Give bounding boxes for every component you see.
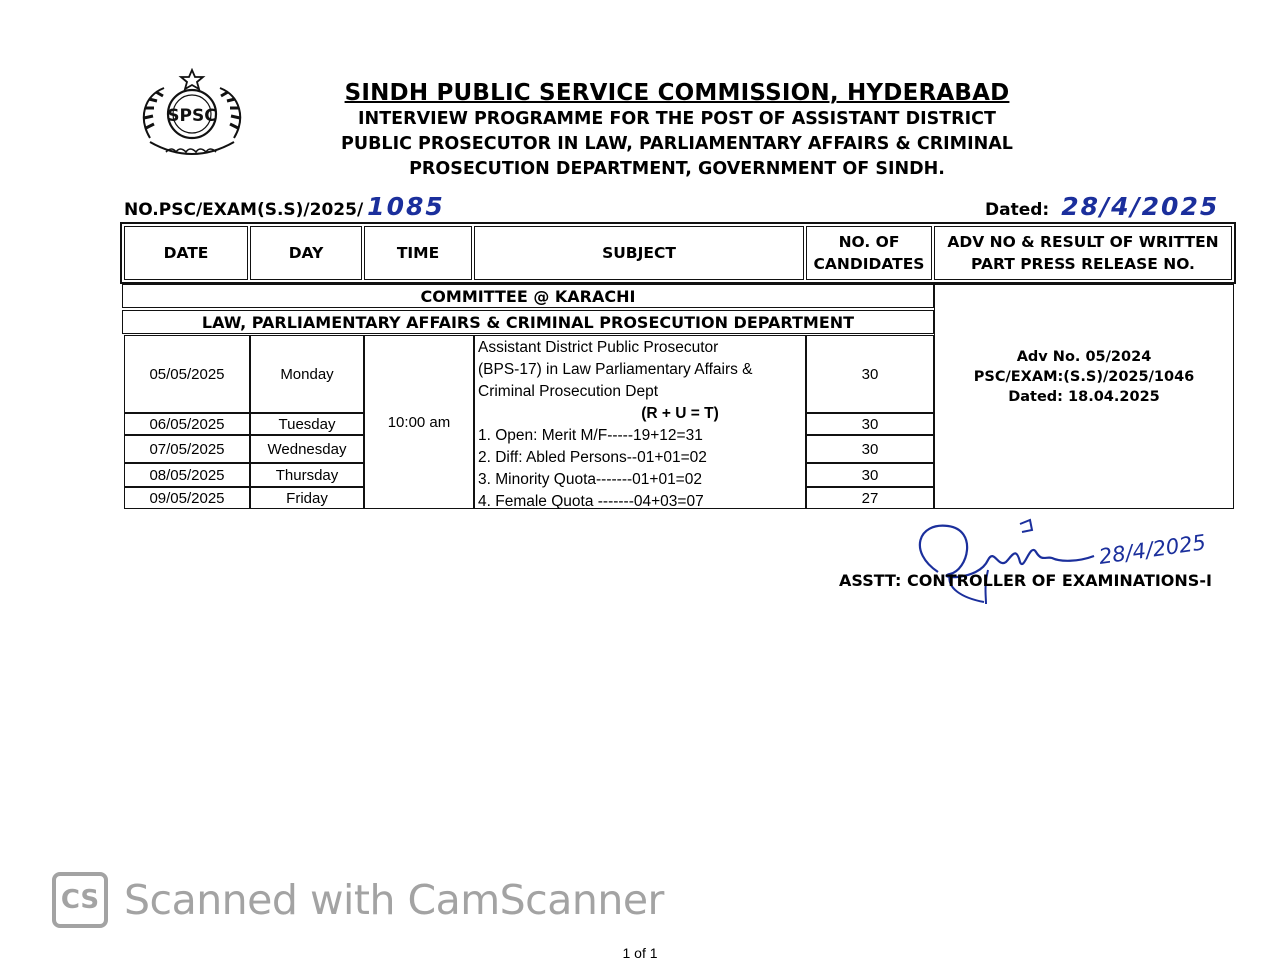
row-4-day: Thursday [250, 463, 364, 487]
header-time: TIME [364, 226, 472, 280]
committee-row: COMMITTEE @ KARACHI [122, 284, 934, 308]
row-1-candidates: 30 [806, 335, 934, 413]
row-2-day: Tuesday [250, 413, 364, 435]
header-candidates-line1: NO. OF [838, 233, 900, 251]
camscanner-logo: CS [52, 872, 108, 928]
header-adv [934, 226, 1232, 280]
header-candidates [806, 226, 932, 280]
row-3-day: Wednesday [250, 435, 364, 463]
header-subject: SUBJECT [474, 226, 804, 280]
camscanner-watermark [52, 870, 664, 930]
subject-line-1: Assistant District Public Prosecutor [478, 339, 719, 356]
reference-label: NO.PSC/EXAM(S.S)/2025/ [124, 200, 364, 220]
subject-line-3: Criminal Prosecution Dept [478, 383, 659, 400]
subject-quota-diff-abled: 2. Diff: Abled Persons--01+01=02 [478, 449, 707, 466]
page-number: 1 of 1 [622, 945, 658, 961]
time-cell: 10:00 am [364, 335, 474, 509]
row-2-date: 06/05/2025 [124, 413, 250, 435]
row-3-candidates: 30 [806, 435, 934, 463]
header-candidates-line2: CANDIDATES [813, 255, 925, 273]
header-day: DAY [250, 226, 362, 280]
subject-quota-minority: 3. Minority Quota-------01+01=02 [478, 471, 702, 488]
adv-number: Adv No. 05/2024 [1016, 348, 1152, 365]
adv-cell [934, 284, 1234, 509]
subject-line-2: (BPS-17) in Law Parliamentary Affairs & [478, 361, 753, 378]
row-2-candidates: 30 [806, 413, 934, 435]
subject-cell [474, 335, 806, 509]
subtitle-line-2: PUBLIC PROSECUTOR IN LAW, PARLIAMENTARY AFFAIRS & CRIMINAL [341, 134, 1013, 154]
svg-text:SPSC: SPSC [167, 106, 217, 126]
row-3-date: 07/05/2025 [124, 435, 250, 463]
row-5-day: Friday [250, 487, 364, 509]
adv-press-release: PSC/EXAM:(S.S)/2025/1046 [973, 368, 1195, 385]
spsc-logo [136, 68, 248, 168]
dated-handwritten: 28/4/2025 [1061, 192, 1220, 221]
header-adv-line1: ADV NO & RESULT OF WRITTEN [947, 233, 1219, 251]
dated-label: Dated: [985, 200, 1050, 220]
subtitle-line-3: PROSECUTION DEPARTMENT, GOVERNMENT OF SINDH. [409, 159, 945, 179]
signature-handwritten-date: 28/4/2025 [1097, 530, 1208, 569]
row-5-date: 09/05/2025 [124, 487, 250, 509]
header-date: DATE [124, 226, 248, 280]
signature [838, 512, 1258, 612]
subtitle-line-1: INTERVIEW PROGRAMME FOR THE POST OF ASSISTANT DISTRICT [358, 109, 996, 129]
row-1-day: Monday [250, 335, 364, 413]
row-4-date: 08/05/2025 [124, 463, 250, 487]
document-date [985, 192, 1219, 221]
reference-handwritten: 1085 [367, 192, 445, 221]
adv-date: Dated: 18.04.2025 [1008, 388, 1160, 405]
subject-quota-female: 4. Female Quota -------04+03=07 [478, 493, 704, 510]
subject-quota-open: 1. Open: Merit M/F-----19+12=31 [478, 427, 703, 444]
signatory-title: ASSTT: CONTROLLER OF EXAMINATIONS-I [839, 571, 1212, 590]
reference-number [124, 192, 445, 221]
schedule-table [120, 222, 1236, 510]
org-title: SINDH PUBLIC SERVICE COMMISSION, HYDERABAD [344, 80, 1010, 106]
camscanner-text: Scanned with CamScanner [124, 876, 664, 924]
row-5-candidates: 27 [806, 487, 934, 509]
header-adv-line2: PART PRESS RELEASE NO. [971, 255, 1195, 273]
row-1-date: 05/05/2025 [124, 335, 250, 413]
subject-formula: (R + U = T) [641, 405, 719, 422]
department-row: LAW, PARLIAMENTARY AFFAIRS & CRIMINAL PROSECUTION DEPARTMENT [122, 310, 934, 334]
row-4-candidates: 30 [806, 463, 934, 487]
